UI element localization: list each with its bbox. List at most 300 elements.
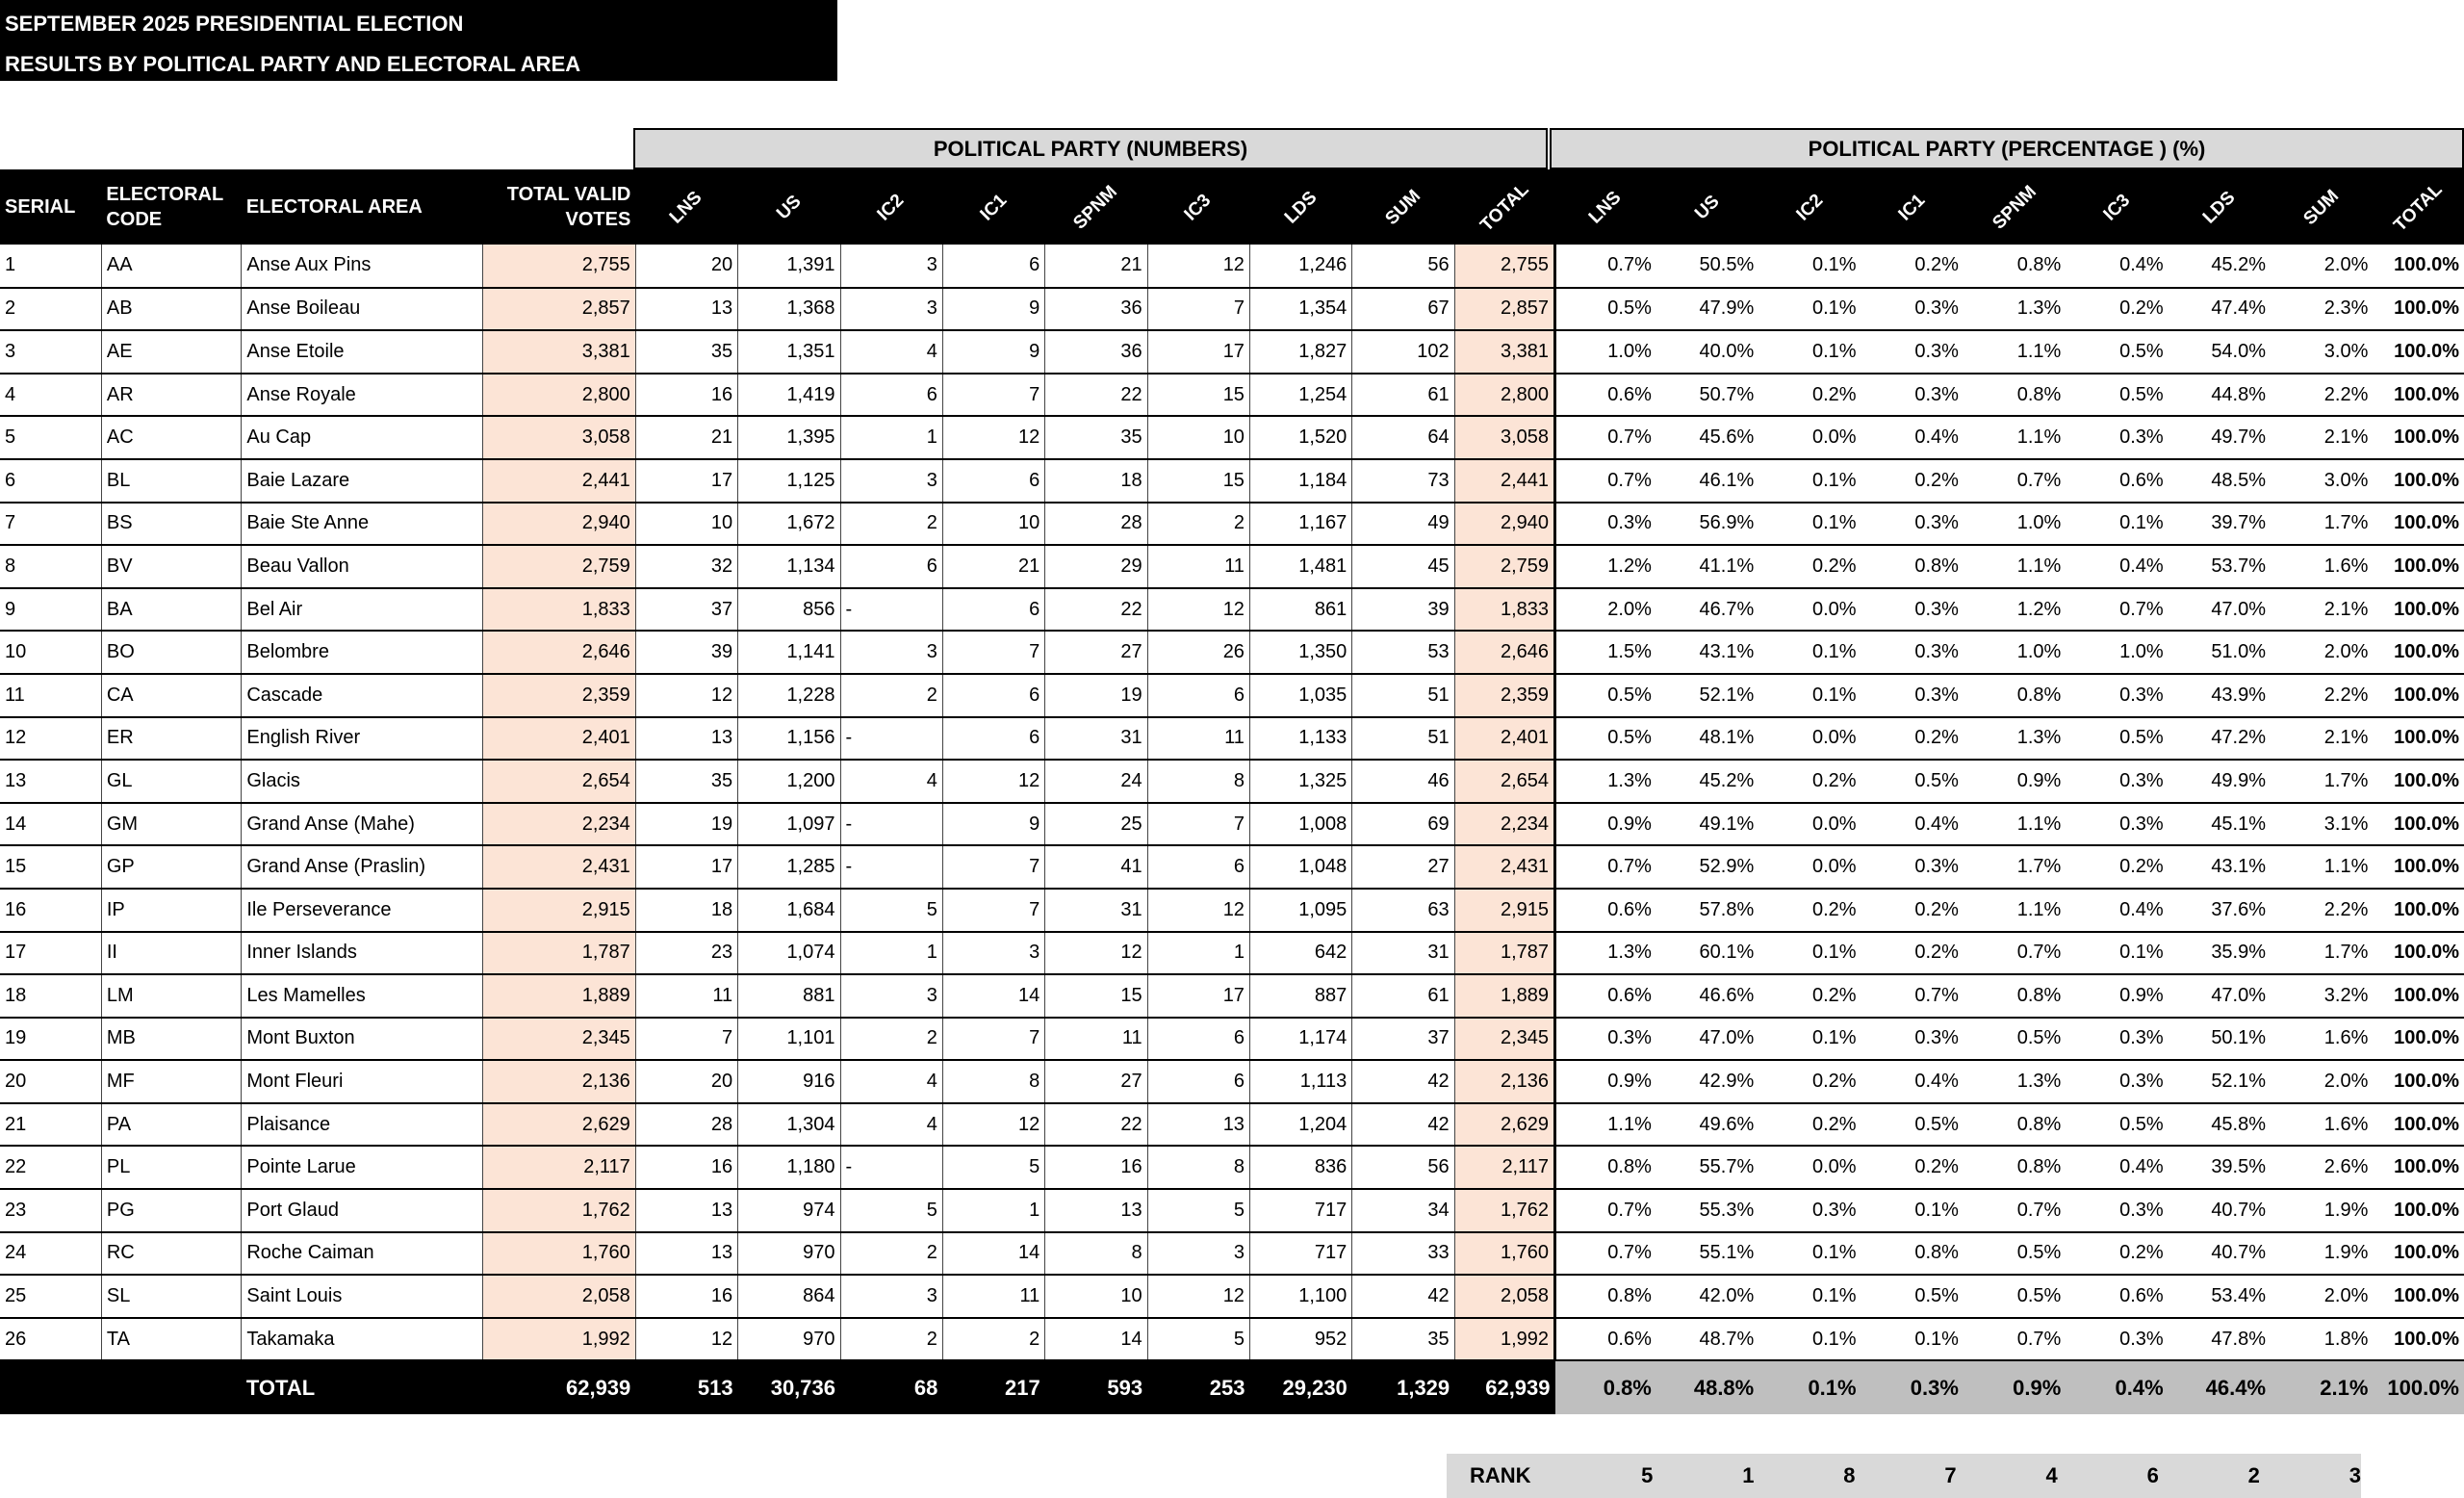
rank-value: 3 — [2348, 1463, 2362, 1487]
percent-cell: 0.2% — [1861, 459, 1964, 503]
rank-value: 4 — [2045, 1463, 2058, 1487]
percent-cell: 100.0% — [2373, 717, 2464, 761]
percent-cell: 2.3% — [2271, 288, 2373, 331]
votes-cell: 73 — [1352, 459, 1454, 503]
electoral-area-cell: Au Cap — [242, 416, 483, 459]
percent-cell: 0.8% — [1964, 245, 2066, 288]
votes-cell: 29 — [1045, 545, 1147, 588]
percent-cell: 3.0% — [2271, 330, 2373, 374]
percent-cell: 0.5% — [1861, 1275, 1964, 1318]
percent-cell: 1.2% — [1555, 545, 1656, 588]
votes-cell: 15 — [1147, 374, 1249, 417]
percent-cell: 0.6% — [2066, 1275, 2168, 1318]
serial-cell: 11 — [0, 674, 101, 717]
votes-cell: 21 — [635, 416, 737, 459]
total-valid-votes-cell: 2,940 — [483, 503, 636, 546]
votes-cell: 13 — [1147, 1103, 1249, 1147]
votes-cell: 51 — [1352, 674, 1454, 717]
total-valid-votes-cell: 1,760 — [483, 1232, 636, 1276]
percent-cell: 1.1% — [1964, 803, 2066, 846]
serial-cell: 4 — [0, 374, 101, 417]
table-row — [0, 760, 2464, 803]
percent-cell: 0.8% — [1555, 1275, 1656, 1318]
table-row — [0, 416, 2464, 459]
percent-cell: 100.0% — [2373, 416, 2464, 459]
total-percent-cell: 0.3% — [1861, 1360, 1964, 1414]
votes-cell: 1,156 — [738, 717, 840, 761]
percent-cell: 0.7% — [1555, 1232, 1656, 1276]
percent-cell: 1.1% — [1964, 889, 2066, 932]
percent-cell: 0.7% — [1555, 1189, 1656, 1232]
total-valid-votes-cell: 2,431 — [483, 845, 636, 889]
percent-cell: 0.7% — [1861, 974, 1964, 1018]
votes-cell: 3 — [840, 974, 942, 1018]
percent-cell: 45.8% — [2169, 1103, 2271, 1147]
votes-cell: 7 — [942, 374, 1044, 417]
percent-cell: 0.8% — [1964, 674, 2066, 717]
total-valid-votes-cell: 1,833 — [483, 588, 636, 632]
total-valid-votes-cell: 3,381 — [483, 330, 636, 374]
votes-cell: 3 — [840, 288, 942, 331]
percent-cell: 0.5% — [1964, 1275, 2066, 1318]
votes-cell: 1,167 — [1249, 503, 1351, 546]
electoral-area-cell: Pointe Larue — [242, 1146, 483, 1189]
percent-cell: 0.6% — [1555, 1318, 1656, 1361]
percent-cell: 1.1% — [1964, 545, 2066, 588]
votes-cell: 42 — [1352, 1103, 1454, 1147]
percent-cell: 52.9% — [1656, 845, 1758, 889]
votes-cell: 836 — [1249, 1146, 1351, 1189]
electoral-area-cell: Glacis — [242, 760, 483, 803]
votes-cell: - — [840, 588, 942, 632]
total-votes-cell: 253 — [1147, 1360, 1249, 1414]
electoral-area-cell: Belombre — [242, 631, 483, 674]
percent-cell: 48.7% — [1656, 1318, 1758, 1361]
percent-cell: 0.5% — [2066, 1103, 2168, 1147]
votes-cell: 22 — [1045, 588, 1147, 632]
total-valid-votes-cell: 3,058 — [483, 416, 636, 459]
votes-cell: 6 — [840, 545, 942, 588]
percent-cell: 100.0% — [2373, 631, 2464, 674]
votes-cell: 2,759 — [1454, 545, 1554, 588]
votes-cell: 1,204 — [1249, 1103, 1351, 1147]
votes-cell: 8 — [1147, 760, 1249, 803]
votes-cell: 11 — [1045, 1018, 1147, 1061]
votes-cell: 6 — [1147, 845, 1249, 889]
percent-cell: 0.1% — [2066, 932, 2168, 975]
votes-cell: 2 — [840, 1232, 942, 1276]
percent-cell: 48.1% — [1656, 717, 1758, 761]
votes-cell: 1,481 — [1249, 545, 1351, 588]
table-row — [0, 1103, 2464, 1147]
percent-cell: 0.3% — [2066, 760, 2168, 803]
table-row — [0, 974, 2464, 1018]
percent-cell: 100.0% — [2373, 1275, 2464, 1318]
electoral-code-cell: BL — [101, 459, 242, 503]
electoral-area-cell: Bel Air — [242, 588, 483, 632]
percent-cell: 0.1% — [2066, 503, 2168, 546]
votes-cell: 7 — [942, 631, 1044, 674]
percent-cell: 47.0% — [2169, 588, 2271, 632]
total-valid-votes-cell: 2,800 — [483, 374, 636, 417]
percent-cell: 0.8% — [1964, 374, 2066, 417]
votes-cell: 10 — [1147, 416, 1249, 459]
percent-cell: 0.1% — [1861, 1318, 1964, 1361]
percent-cell: 2.2% — [2271, 889, 2373, 932]
votes-cell: 3 — [942, 932, 1044, 975]
percent-cell: 2.0% — [2271, 245, 2373, 288]
group-header-percentage: POLITICAL PARTY (PERCENTAGE ) (%) — [1550, 128, 2464, 169]
percent-cell: 0.0% — [1758, 588, 1861, 632]
votes-cell: 2 — [840, 503, 942, 546]
percent-cell: 0.7% — [1964, 932, 2066, 975]
total-valid-votes-cell: 1,762 — [483, 1189, 636, 1232]
percent-cell: 0.3% — [1861, 503, 1964, 546]
percent-cell: 0.2% — [1861, 932, 1964, 975]
electoral-code-cell: AA — [101, 245, 242, 288]
electoral-code-cell: BV — [101, 545, 242, 588]
col-header-electoral-code: ELECTORAL CODE — [101, 169, 242, 245]
electoral-area-cell: Grand Anse (Mahe) — [242, 803, 483, 846]
votes-cell: 4 — [840, 1060, 942, 1103]
percent-cell: 47.8% — [2169, 1318, 2271, 1361]
total-valid-votes-cell: 1,787 — [483, 932, 636, 975]
percent-cell: 1.7% — [1964, 845, 2066, 889]
percent-cell: 100.0% — [2373, 1018, 2464, 1061]
total-valid-votes: 62,939 — [483, 1360, 636, 1414]
table-row — [0, 803, 2464, 846]
percent-cell: 0.3% — [2066, 803, 2168, 846]
votes-cell: 8 — [1045, 1232, 1147, 1276]
percent-cell: 0.8% — [1964, 1146, 2066, 1189]
votes-cell: 1,134 — [738, 545, 840, 588]
percent-cell: 0.2% — [1861, 717, 1964, 761]
percent-cell: 2.0% — [1555, 588, 1656, 632]
electoral-code-cell: BA — [101, 588, 242, 632]
votes-cell: 2 — [840, 674, 942, 717]
percent-cell: 0.3% — [1555, 1018, 1656, 1061]
votes-cell: 6 — [1147, 674, 1249, 717]
votes-cell: 1,097 — [738, 803, 840, 846]
table-row — [0, 588, 2464, 632]
percent-cell: 50.1% — [2169, 1018, 2271, 1061]
votes-cell: 42 — [1352, 1275, 1454, 1318]
percent-cell: 100.0% — [2373, 374, 2464, 417]
col-header-pct-total: TOTAL — [2373, 169, 2464, 245]
table-row — [0, 1232, 2464, 1276]
table-row — [0, 674, 2464, 717]
votes-cell: 19 — [1045, 674, 1147, 717]
serial-cell: 5 — [0, 416, 101, 459]
electoral-area-cell: Inner Islands — [242, 932, 483, 975]
percent-cell: 47.4% — [2169, 288, 2271, 331]
electoral-code-cell: PL — [101, 1146, 242, 1189]
votes-cell: 16 — [635, 374, 737, 417]
percent-cell: 0.5% — [1964, 1018, 2066, 1061]
electoral-code-cell: AC — [101, 416, 242, 459]
col-header-num-ic2: IC2 — [840, 169, 942, 245]
total-row — [0, 1360, 2464, 1414]
votes-cell: 2,755 — [1454, 245, 1554, 288]
votes-cell: 1,113 — [1249, 1060, 1351, 1103]
percent-cell: 0.3% — [2066, 1018, 2168, 1061]
percent-cell: 100.0% — [2373, 974, 2464, 1018]
votes-cell: 6 — [1147, 1060, 1249, 1103]
percent-cell: 0.3% — [1861, 674, 1964, 717]
votes-cell: 12 — [1147, 889, 1249, 932]
percent-cell: 100.0% — [2373, 288, 2464, 331]
electoral-area-cell: Saint Louis — [242, 1275, 483, 1318]
total-valid-votes-cell: 2,646 — [483, 631, 636, 674]
electoral-code-cell: SL — [101, 1275, 242, 1318]
electoral-area-cell: Mont Fleuri — [242, 1060, 483, 1103]
percent-cell: 0.1% — [1758, 245, 1861, 288]
col-header-num-lds: LDS — [1249, 169, 1351, 245]
col-header-num-ic3: IC3 — [1147, 169, 1249, 245]
percent-cell: 35.9% — [2169, 932, 2271, 975]
votes-cell: 2,857 — [1454, 288, 1554, 331]
serial-cell: 20 — [0, 1060, 101, 1103]
results-table — [0, 169, 2464, 1414]
votes-cell: 1,787 — [1454, 932, 1554, 975]
total-valid-votes-cell: 2,234 — [483, 803, 636, 846]
total-votes-cell: 593 — [1045, 1360, 1147, 1414]
percent-cell: 0.0% — [1758, 416, 1861, 459]
percent-cell: 45.1% — [2169, 803, 2271, 846]
percent-cell: 0.3% — [1861, 288, 1964, 331]
votes-cell: 1,100 — [1249, 1275, 1351, 1318]
serial-cell: 17 — [0, 932, 101, 975]
percent-cell: 57.8% — [1656, 889, 1758, 932]
votes-cell: 51 — [1352, 717, 1454, 761]
col-header-pct-ic1: IC1 — [1861, 169, 1964, 245]
electoral-area-cell: Ile Perseverance — [242, 889, 483, 932]
serial-cell: 19 — [0, 1018, 101, 1061]
percent-cell: 0.1% — [1861, 1189, 1964, 1232]
votes-cell: 42 — [1352, 1060, 1454, 1103]
percent-cell: 0.2% — [1758, 374, 1861, 417]
percent-cell: 1.2% — [1964, 588, 2066, 632]
votes-cell: 1,133 — [1249, 717, 1351, 761]
percent-cell: 3.2% — [2271, 974, 2373, 1018]
total-percent-cell: 0.1% — [1758, 1360, 1861, 1414]
total-valid-votes-cell: 2,401 — [483, 717, 636, 761]
percent-cell: 0.4% — [1861, 416, 1964, 459]
serial-cell: 16 — [0, 889, 101, 932]
votes-cell: 1,325 — [1249, 760, 1351, 803]
votes-cell: 18 — [1045, 459, 1147, 503]
votes-cell: 4 — [840, 1103, 942, 1147]
percent-cell: 100.0% — [2373, 503, 2464, 546]
percent-cell: 0.7% — [1964, 1189, 2066, 1232]
votes-cell: 5 — [1147, 1189, 1249, 1232]
serial-cell: 8 — [0, 545, 101, 588]
percent-cell: 0.9% — [2066, 974, 2168, 1018]
votes-cell: 861 — [1249, 588, 1351, 632]
percent-cell: 0.3% — [1861, 845, 1964, 889]
percent-cell: 2.0% — [2271, 1060, 2373, 1103]
percent-cell: 0.9% — [1964, 760, 2066, 803]
votes-cell: 32 — [635, 545, 737, 588]
electoral-code-cell: GP — [101, 845, 242, 889]
percent-cell: 0.1% — [1758, 1018, 1861, 1061]
serial-cell: 9 — [0, 588, 101, 632]
votes-cell: 3 — [840, 245, 942, 288]
votes-cell: 1,141 — [738, 631, 840, 674]
percent-cell: 45.6% — [1656, 416, 1758, 459]
electoral-code-cell: GM — [101, 803, 242, 846]
votes-cell: 12 — [1147, 245, 1249, 288]
votes-cell: 2,345 — [1454, 1018, 1554, 1061]
votes-cell: 27 — [1352, 845, 1454, 889]
votes-cell: 11 — [635, 974, 737, 1018]
serial-cell: 10 — [0, 631, 101, 674]
electoral-code-cell: CA — [101, 674, 242, 717]
votes-cell: 6 — [942, 245, 1044, 288]
table-row — [0, 288, 2464, 331]
percent-cell: 2.0% — [2271, 631, 2373, 674]
votes-cell: 14 — [942, 974, 1044, 1018]
table-row — [0, 1146, 2464, 1189]
percent-cell: 37.6% — [2169, 889, 2271, 932]
percent-cell: 42.0% — [1656, 1275, 1758, 1318]
col-header-num-total: TOTAL — [1454, 169, 1554, 245]
total-percent-cell: 0.9% — [1964, 1360, 2066, 1414]
percent-cell: 0.5% — [1555, 288, 1656, 331]
votes-cell: 41 — [1045, 845, 1147, 889]
percent-cell: 0.0% — [1758, 803, 1861, 846]
percent-cell: 1.0% — [1964, 631, 2066, 674]
percent-cell: 0.7% — [1555, 416, 1656, 459]
votes-cell: 1,200 — [738, 760, 840, 803]
percent-cell: 0.7% — [1555, 845, 1656, 889]
votes-cell: 5 — [1147, 1318, 1249, 1361]
percent-cell: 0.8% — [1861, 1232, 1964, 1276]
col-header-electoral-area: ELECTORAL AREA — [242, 169, 483, 245]
percent-cell: 40.0% — [1656, 330, 1758, 374]
serial-cell: 12 — [0, 717, 101, 761]
percent-cell: 100.0% — [2373, 674, 2464, 717]
percent-cell: 0.2% — [1758, 889, 1861, 932]
votes-cell: 9 — [942, 330, 1044, 374]
votes-cell: 5 — [942, 1146, 1044, 1189]
votes-cell: 1,254 — [1249, 374, 1351, 417]
votes-cell: 2,359 — [1454, 674, 1554, 717]
electoral-code-cell: LM — [101, 974, 242, 1018]
table-row — [0, 503, 2464, 546]
col-header-pct-ic3: IC3 — [2066, 169, 2168, 245]
serial-cell: 13 — [0, 760, 101, 803]
votes-cell: 39 — [1352, 588, 1454, 632]
percent-cell: 39.7% — [2169, 503, 2271, 546]
votes-cell: 33 — [1352, 1232, 1454, 1276]
table-row — [0, 1018, 2464, 1061]
votes-cell: 2 — [840, 1318, 942, 1361]
percent-cell: 49.6% — [1656, 1103, 1758, 1147]
percent-cell: 1.1% — [1964, 416, 2066, 459]
votes-cell: 13 — [635, 717, 737, 761]
total-valid-votes-cell: 2,915 — [483, 889, 636, 932]
votes-cell: 31 — [1352, 932, 1454, 975]
percent-cell: 0.6% — [1555, 374, 1656, 417]
serial-cell: 22 — [0, 1146, 101, 1189]
percent-cell: 1.8% — [2271, 1318, 2373, 1361]
votes-cell: 1,035 — [1249, 674, 1351, 717]
electoral-area-cell: Anse Aux Pins — [242, 245, 483, 288]
percent-cell: 0.8% — [1861, 545, 1964, 588]
percent-cell: 0.1% — [1758, 1318, 1861, 1361]
votes-cell: 9 — [942, 288, 1044, 331]
votes-cell: 1,228 — [738, 674, 840, 717]
electoral-area-cell: Beau Vallon — [242, 545, 483, 588]
percent-cell: 2.2% — [2271, 374, 2373, 417]
votes-cell: 2,441 — [1454, 459, 1554, 503]
percent-cell: 0.6% — [1555, 889, 1656, 932]
percent-cell: 100.0% — [2373, 932, 2464, 975]
votes-cell: 2,646 — [1454, 631, 1554, 674]
votes-cell: 3,058 — [1454, 416, 1554, 459]
votes-cell: 12 — [635, 1318, 737, 1361]
percent-cell: 0.5% — [2066, 717, 2168, 761]
votes-cell: 17 — [635, 845, 737, 889]
votes-cell: 102 — [1352, 330, 1454, 374]
electoral-code-cell: PA — [101, 1103, 242, 1147]
votes-cell: 1,419 — [738, 374, 840, 417]
votes-cell: 13 — [635, 1232, 737, 1276]
percent-cell: 0.3% — [1555, 503, 1656, 546]
electoral-area-cell: Les Mamelles — [242, 974, 483, 1018]
votes-cell: 69 — [1352, 803, 1454, 846]
percent-cell: 46.6% — [1656, 974, 1758, 1018]
rank-label: RANK — [1470, 1463, 1531, 1487]
votes-cell: 6 — [1147, 1018, 1249, 1061]
rank-value: 7 — [1944, 1463, 1957, 1487]
electoral-area-cell: Anse Etoile — [242, 330, 483, 374]
votes-cell: 39 — [635, 631, 737, 674]
electoral-code-cell: AR — [101, 374, 242, 417]
votes-cell: 2,431 — [1454, 845, 1554, 889]
votes-cell: 10 — [1045, 1275, 1147, 1318]
votes-cell: 49 — [1352, 503, 1454, 546]
percent-cell: 1.5% — [1555, 631, 1656, 674]
votes-cell: 6 — [942, 459, 1044, 503]
percent-cell: 0.9% — [1555, 1060, 1656, 1103]
percent-cell: 0.5% — [1964, 1232, 2066, 1276]
percent-cell: 1.6% — [2271, 545, 2373, 588]
votes-cell: 1 — [942, 1189, 1044, 1232]
votes-cell: 16 — [1045, 1146, 1147, 1189]
votes-cell: 17 — [1147, 330, 1249, 374]
percent-cell: 46.1% — [1656, 459, 1758, 503]
votes-cell: 21 — [1045, 245, 1147, 288]
percent-cell: 1.7% — [2271, 503, 2373, 546]
percent-cell: 2.1% — [2271, 416, 2373, 459]
percent-cell: 1.3% — [1964, 717, 2066, 761]
votes-cell: 3 — [840, 1275, 942, 1318]
votes-cell: 2 — [942, 1318, 1044, 1361]
percent-cell: 0.3% — [2066, 1189, 2168, 1232]
percent-cell: 0.2% — [1758, 760, 1861, 803]
total-valid-votes-cell: 2,136 — [483, 1060, 636, 1103]
percent-cell: 43.1% — [2169, 845, 2271, 889]
votes-cell: 31 — [1045, 889, 1147, 932]
electoral-area-cell: Anse Boileau — [242, 288, 483, 331]
rank-value: 5 — [1641, 1463, 1654, 1487]
electoral-area-cell: English River — [242, 717, 483, 761]
percent-cell: 0.5% — [1555, 674, 1656, 717]
votes-cell: 642 — [1249, 932, 1351, 975]
votes-cell: 2,629 — [1454, 1103, 1554, 1147]
